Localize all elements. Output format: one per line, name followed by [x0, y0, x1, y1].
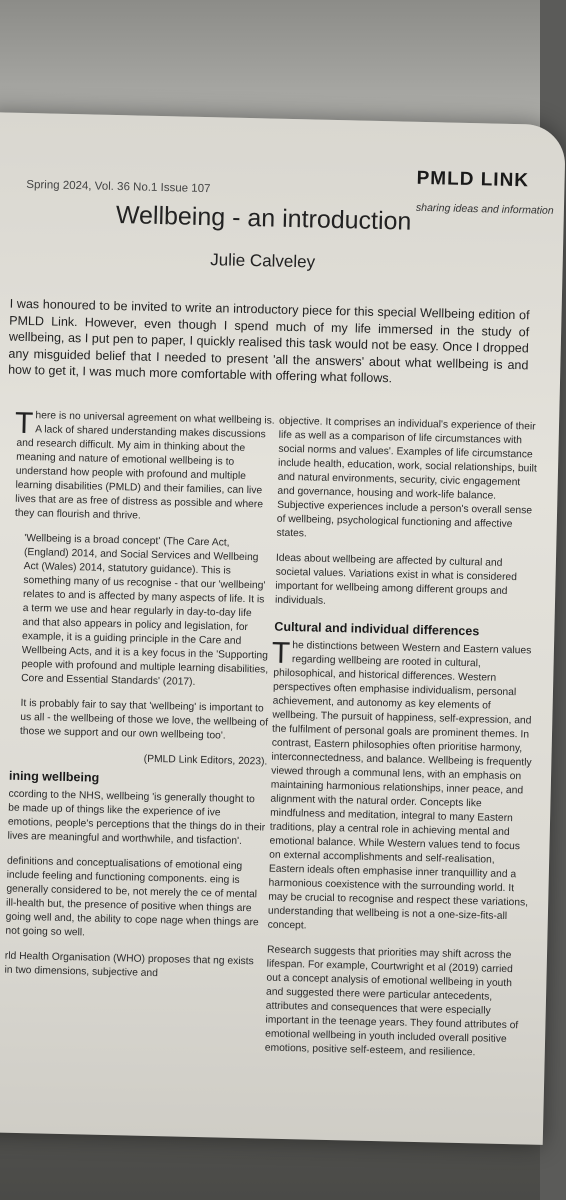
left-subheading: ining wellbeing: [8, 768, 100, 785]
left-paragraph-4: rld Health Organisation (WHO) proposes that ng exists in two dimensions, subjective and: [4, 950, 254, 980]
right-paragraph-3-text: he distinctions between Western and Eastern values regarding wellbeing are rooted in cultural, philosophical, and historical differences. Western perspectives often emphasise individualism, personal achievement, and autonomy as key elements of wellbeing. The pursuit of happiness, self-expression, and the fulfilment of personal goals are prominent themes. In contrast, Eastern philosophies often prioritise harmony, interconnectedness, and balance. Wellbeing is frequently viewed through a communal lens, with an emphasis on maintaining harmonious relationships, inner peace, and alignment with the natural order. Concepts like mindfulness and meditation, integral to many Eastern traditions, play a central role in achieving mental and emotional balance. While Western values tend to focus on external accomplishments and self-realisation, Eastern ideals often emphasise inner tranquillity and a harmonious coexistence with the surrounding world. It may be crucial to recognise and respect these variations, understanding that wellbeing is not a one-size-fits-all concept.: [267, 640, 532, 932]
right-paragraph-2: Ideas about wellbeing are affected by cultural and societal values. Variations exist in what is considered important for wellbeing among different groups and individuals.: [274, 552, 518, 607]
quote-citation: (PMLD Link Editors, 2023).: [143, 753, 268, 768]
right-paragraph-3: [267, 636, 536, 939]
right-subheading: Cultural and individual differences: [274, 619, 480, 639]
article-intro: I was honoured to be invited to write an introductory piece for this special Wellbeing edition of PMLD Link. However, even though I spend much of my life immersed in the study of wellbeing, as I put pen to paper, I quickly realised this task would not be easy. Once I dropped any misguided belief that I needed to present 'all the answers' about what wellbeing is and how to get it, I was much more comfortable with offering what follows.: [8, 296, 530, 386]
issue-line: Spring 2024, Vol. 36 No.1 Issue 107: [26, 178, 211, 196]
left-paragraph-1-text: here is no universal agreement on what wellbeing is. A lack of shared understanding makes discussions and research difficult. My aim in thinking about the meaning and nature of emotional wellbeing is to understand how people with profound and multiple learning disabilities (PMLD) and their families, can live lives that are as free of distress as possible and where they can flourish and thrive.: [14, 410, 275, 522]
right-paragraph-1: objective. It comprises an individual's experience of their life as well as a comparison of life circumstances with social norms and values'. Examples of life circumstance include health, education, work, social relationships, built and natural environments, security, civic engagement and governance, housing and work-life balance. Subjective experiences include a person's overall sense of wellbeing, psychological functioning and affective states.: [276, 415, 537, 540]
article-title: Wellbeing - an introduction: [115, 200, 412, 236]
left-paragraph-1: [14, 406, 275, 527]
quote-paragraph-1: 'Wellbeing is a broad concept' (The Care Act, (England) 2014, and Social Services and Wellbeing Act (Wales) 2014, statutory guidance). This is something many of us recognise - that our 'wellbeing' relates to and is affected by many aspects of life. It is a term we use and hear regularly in day-to-day life and that also appears in policy and legislation, for example, it is a guiding principle in the Care and Wellbeing Acts, and it is a key focus in the 'Supporting people with profound and multiple learning disabilities, Core and Essential Standards' (2017).: [21, 532, 269, 688]
left-paragraph-2: ccording to the NHS, wellbeing 'is generally thought to be made up of things like the experience of ive emotions, people's perceptions that the things do in their lives are meaningful and worthwhile, and tisfaction'.: [7, 788, 266, 847]
left-paragraph-3: definitions and conceptualisations of emotional eing include feeling and functioning components. eing is generally considered to be, not merely the ce of mental ill-health but, the presence of positive when things are going well and, the ability to cope nage when things are not going so well.: [5, 855, 259, 939]
right-paragraph-4: Research suggests that priorities may shift across the lifespan. For example, Courtwright et al (2019) carried out a concept analysis of emotional wellbeing in youth and suggested there were particular antecedents, attributes and consequences that were especially important in the teenage years. They found attributes of emotional wellbeing in youth included overall positive emotions, positive self-esteem, and resilience.: [264, 944, 519, 1059]
magazine-page: [0, 112, 566, 1145]
article-author: Julie Calveley: [210, 250, 316, 272]
right-column: [264, 415, 541, 1073]
pmld-link-logo: [416, 168, 529, 193]
logo-text: PMLD LINK: [416, 167, 530, 192]
left-column: [4, 406, 275, 995]
drop-cap: T: [271, 636, 291, 671]
drop-cap: T: [14, 406, 34, 441]
quote-paragraph-2: It is probably fair to say that 'wellbeing' is important to us all - the wellbeing of those we love, the wellbeing of those we support and our own wellbeing too'.: [19, 697, 269, 742]
logo-tagline: sharing ideas and information: [415, 201, 554, 217]
